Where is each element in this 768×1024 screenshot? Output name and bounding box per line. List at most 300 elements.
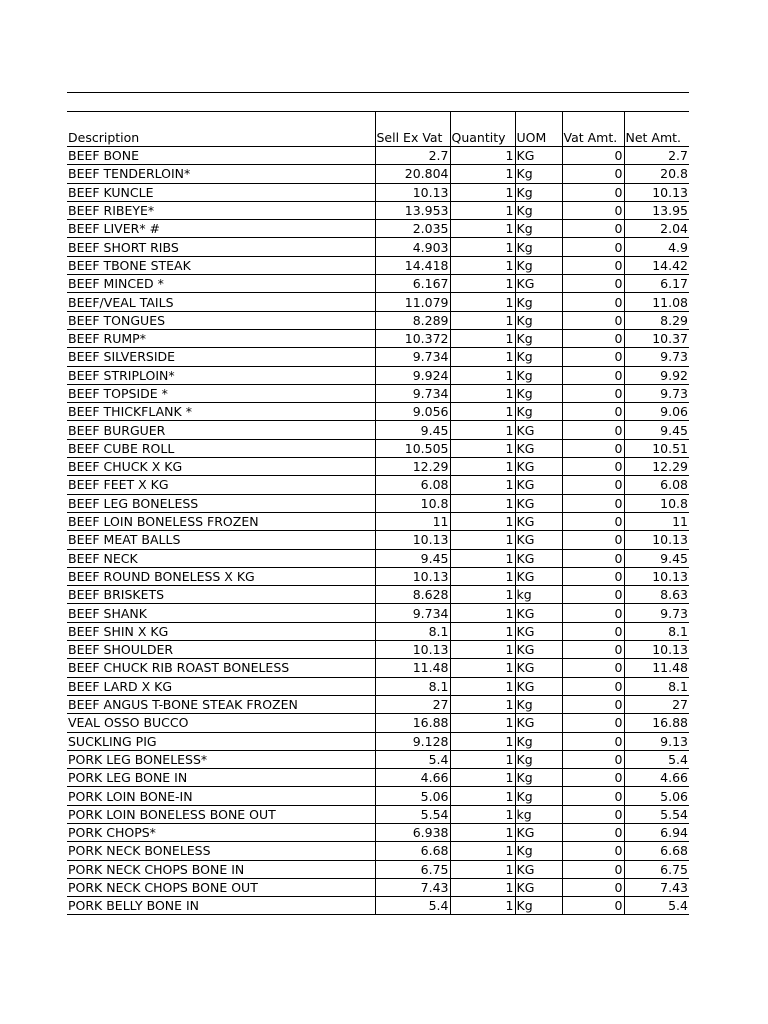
cell-vat-amt: 0 — [562, 622, 624, 640]
cell-uom: KG — [515, 677, 562, 695]
cell-sell-ex-vat: 27 — [375, 695, 450, 713]
cell-net-amt: 16.88 — [624, 714, 689, 732]
cell-sell-ex-vat: 5.4 — [375, 750, 450, 768]
cell-uom: Kg — [515, 220, 562, 238]
table-row — [67, 165, 689, 183]
cell-uom: Kg — [515, 769, 562, 787]
cell-vat-amt: 0 — [562, 860, 624, 878]
cell-vat-amt: 0 — [562, 641, 624, 659]
table-row — [67, 458, 689, 476]
cell-quantity: 1 — [450, 458, 515, 476]
cell-quantity: 1 — [450, 769, 515, 787]
cell-description: PORK CHOPS* — [67, 823, 375, 841]
cell-uom: KG — [515, 421, 562, 439]
cell-quantity: 1 — [450, 293, 515, 311]
cell-uom: Kg — [515, 403, 562, 421]
cell-sell-ex-vat: 13.953 — [375, 201, 450, 219]
table-row — [67, 604, 689, 622]
cell-description: PORK NECK CHOPS BONE OUT — [67, 878, 375, 896]
cell-vat-amt: 0 — [562, 238, 624, 256]
cell-net-amt: 8.63 — [624, 586, 689, 604]
cell-vat-amt: 0 — [562, 769, 624, 787]
cell-uom: Kg — [515, 329, 562, 347]
cell-vat-amt: 0 — [562, 384, 624, 402]
table-row — [67, 494, 689, 512]
cell-vat-amt: 0 — [562, 677, 624, 695]
cell-vat-amt: 0 — [562, 220, 624, 238]
cell-description: BEEF LEG BONELESS — [67, 494, 375, 512]
cell-quantity: 1 — [450, 494, 515, 512]
cell-uom: KG — [515, 458, 562, 476]
cell-net-amt: 27 — [624, 695, 689, 713]
cell-net-amt: 6.08 — [624, 476, 689, 494]
cell-quantity: 1 — [450, 622, 515, 640]
cell-quantity: 1 — [450, 439, 515, 457]
cell-sell-ex-vat: 9.924 — [375, 366, 450, 384]
table-row — [67, 860, 689, 878]
cell-net-amt: 10.37 — [624, 329, 689, 347]
cell-description: PORK NECK CHOPS BONE IN — [67, 860, 375, 878]
cell-sell-ex-vat: 14.418 — [375, 256, 450, 274]
cell-uom: Kg — [515, 842, 562, 860]
cell-net-amt: 2.04 — [624, 220, 689, 238]
table-row — [67, 531, 689, 549]
cell-sell-ex-vat: 5.54 — [375, 805, 450, 823]
table-row — [67, 787, 689, 805]
cell-sell-ex-vat: 6.938 — [375, 823, 450, 841]
table-row — [67, 823, 689, 841]
cell-description: BEEF BRISKETS — [67, 586, 375, 604]
cell-description: BEEF/VEAL TAILS — [67, 293, 375, 311]
cell-uom: Kg — [515, 238, 562, 256]
cell-uom: KG — [515, 878, 562, 896]
cell-quantity: 1 — [450, 275, 515, 293]
cell-sell-ex-vat: 5.06 — [375, 787, 450, 805]
table-row — [67, 805, 689, 823]
table-row — [67, 439, 689, 457]
cell-net-amt: 20.8 — [624, 165, 689, 183]
cell-vat-amt: 0 — [562, 147, 624, 165]
cell-net-amt: 10.13 — [624, 567, 689, 585]
cell-quantity: 1 — [450, 659, 515, 677]
cell-description: BEEF SHORT RIBS — [67, 238, 375, 256]
cell-uom: KG — [515, 549, 562, 567]
table-row — [67, 567, 689, 585]
cell-vat-amt: 0 — [562, 512, 624, 530]
cell-vat-amt: 0 — [562, 604, 624, 622]
table-row — [67, 549, 689, 567]
cell-uom: KG — [515, 641, 562, 659]
cell-vat-amt: 0 — [562, 275, 624, 293]
cell-quantity: 1 — [450, 421, 515, 439]
cell-uom: KG — [515, 476, 562, 494]
cell-vat-amt: 0 — [562, 439, 624, 457]
cell-uom: Kg — [515, 293, 562, 311]
cell-net-amt: 6.68 — [624, 842, 689, 860]
cell-quantity: 1 — [450, 842, 515, 860]
cell-quantity: 1 — [450, 860, 515, 878]
cell-net-amt: 9.45 — [624, 421, 689, 439]
cell-uom: Kg — [515, 695, 562, 713]
cell-description: PORK LEG BONELESS* — [67, 750, 375, 768]
cell-quantity: 1 — [450, 476, 515, 494]
cell-sell-ex-vat: 11.48 — [375, 659, 450, 677]
cell-net-amt: 11 — [624, 512, 689, 530]
cell-quantity: 1 — [450, 695, 515, 713]
cell-net-amt: 8.1 — [624, 677, 689, 695]
table-header-row — [67, 112, 689, 147]
cell-net-amt: 10.51 — [624, 439, 689, 457]
cell-description: BEEF KUNCLE — [67, 183, 375, 201]
cell-net-amt: 5.54 — [624, 805, 689, 823]
cell-description: BEEF THICKFLANK * — [67, 403, 375, 421]
cell-net-amt: 9.13 — [624, 732, 689, 750]
table-row — [67, 147, 689, 165]
cell-quantity: 1 — [450, 586, 515, 604]
cell-uom: kg — [515, 586, 562, 604]
cell-sell-ex-vat: 10.8 — [375, 494, 450, 512]
cell-quantity: 1 — [450, 256, 515, 274]
table-row — [67, 750, 689, 768]
cell-quantity: 1 — [450, 787, 515, 805]
cell-quantity: 1 — [450, 805, 515, 823]
table-row — [67, 256, 689, 274]
cell-description: BEEF TENDERLOIN* — [67, 165, 375, 183]
cell-description: BEEF SHIN X KG — [67, 622, 375, 640]
cell-net-amt: 9.45 — [624, 549, 689, 567]
cell-net-amt: 13.95 — [624, 201, 689, 219]
cell-net-amt: 12.29 — [624, 458, 689, 476]
cell-sell-ex-vat: 4.903 — [375, 238, 450, 256]
table-row — [67, 421, 689, 439]
table-row — [67, 275, 689, 293]
cell-net-amt: 9.06 — [624, 403, 689, 421]
cell-quantity: 1 — [450, 183, 515, 201]
cell-uom: Kg — [515, 201, 562, 219]
cell-vat-amt: 0 — [562, 695, 624, 713]
cell-net-amt: 10.13 — [624, 641, 689, 659]
cell-sell-ex-vat: 10.505 — [375, 439, 450, 457]
cell-description: BEEF ROUND BONELESS X KG — [67, 567, 375, 585]
cell-net-amt: 7.43 — [624, 878, 689, 896]
cell-description: BEEF LIVER* # — [67, 220, 375, 238]
cell-uom: Kg — [515, 311, 562, 329]
table-row — [67, 201, 689, 219]
cell-quantity: 1 — [450, 878, 515, 896]
cell-vat-amt: 0 — [562, 897, 624, 915]
cell-description: BEEF CHUCK RIB ROAST BONELESS — [67, 659, 375, 677]
cell-quantity: 1 — [450, 329, 515, 347]
table-row — [67, 586, 689, 604]
cell-vat-amt: 0 — [562, 165, 624, 183]
cell-sell-ex-vat: 9.734 — [375, 384, 450, 402]
cell-quantity: 1 — [450, 348, 515, 366]
table-row — [67, 878, 689, 896]
cell-uom: KG — [515, 860, 562, 878]
cell-net-amt: 6.17 — [624, 275, 689, 293]
cell-vat-amt: 0 — [562, 201, 624, 219]
cell-description: PORK BELLY BONE IN — [67, 897, 375, 915]
cell-vat-amt: 0 — [562, 329, 624, 347]
table-row — [67, 641, 689, 659]
cell-uom: Kg — [515, 897, 562, 915]
cell-description: BEEF RUMP* — [67, 329, 375, 347]
cell-description: BEEF MINCED * — [67, 275, 375, 293]
cell-sell-ex-vat: 11.079 — [375, 293, 450, 311]
table-body — [67, 147, 689, 915]
table-row — [67, 769, 689, 787]
cell-quantity: 1 — [450, 512, 515, 530]
cell-description: VEAL OSSO BUCCO — [67, 714, 375, 732]
cell-uom: Kg — [515, 384, 562, 402]
cell-quantity: 1 — [450, 147, 515, 165]
cell-uom: KG — [515, 714, 562, 732]
cell-vat-amt: 0 — [562, 531, 624, 549]
cell-net-amt: 14.42 — [624, 256, 689, 274]
cell-description: BEEF ANGUS T-BONE STEAK FROZEN — [67, 695, 375, 713]
cell-quantity: 1 — [450, 384, 515, 402]
cell-sell-ex-vat: 9.45 — [375, 549, 450, 567]
cell-sell-ex-vat: 9.45 — [375, 421, 450, 439]
table-row — [67, 348, 689, 366]
cell-net-amt: 4.9 — [624, 238, 689, 256]
cell-net-amt: 4.66 — [624, 769, 689, 787]
cell-sell-ex-vat: 6.08 — [375, 476, 450, 494]
cell-net-amt: 9.73 — [624, 348, 689, 366]
cell-description: BEEF TONGUES — [67, 311, 375, 329]
cell-quantity: 1 — [450, 201, 515, 219]
table-row — [67, 897, 689, 915]
cell-vat-amt: 0 — [562, 878, 624, 896]
cell-quantity: 1 — [450, 714, 515, 732]
cell-sell-ex-vat: 9.734 — [375, 348, 450, 366]
cell-description: PORK LOIN BONE-IN — [67, 787, 375, 805]
table-row — [67, 512, 689, 530]
cell-net-amt: 8.1 — [624, 622, 689, 640]
table-row — [67, 677, 689, 695]
cell-vat-amt: 0 — [562, 586, 624, 604]
cell-vat-amt: 0 — [562, 714, 624, 732]
cell-vat-amt: 0 — [562, 311, 624, 329]
cell-description: BEEF LARD X KG — [67, 677, 375, 695]
cell-net-amt: 2.7 — [624, 147, 689, 165]
cell-quantity: 1 — [450, 604, 515, 622]
cell-description: BEEF SHANK — [67, 604, 375, 622]
price-list-table — [67, 111, 689, 915]
header-uom: UOM — [515, 112, 562, 147]
cell-quantity: 1 — [450, 403, 515, 421]
header-quantity: Quantity — [450, 112, 515, 147]
cell-uom: Kg — [515, 165, 562, 183]
cell-sell-ex-vat: 2.035 — [375, 220, 450, 238]
header-sell-ex-vat: Sell Ex Vat — [375, 112, 450, 147]
cell-description: PORK LEG BONE IN — [67, 769, 375, 787]
cell-sell-ex-vat: 8.628 — [375, 586, 450, 604]
cell-uom: KG — [515, 147, 562, 165]
cell-vat-amt: 0 — [562, 732, 624, 750]
cell-net-amt: 11.48 — [624, 659, 689, 677]
cell-quantity: 1 — [450, 531, 515, 549]
cell-description: BEEF NECK — [67, 549, 375, 567]
cell-sell-ex-vat: 12.29 — [375, 458, 450, 476]
cell-sell-ex-vat: 6.68 — [375, 842, 450, 860]
cell-vat-amt: 0 — [562, 256, 624, 274]
cell-sell-ex-vat: 10.13 — [375, 641, 450, 659]
cell-quantity: 1 — [450, 220, 515, 238]
cell-sell-ex-vat: 11 — [375, 512, 450, 530]
cell-description: SUCKLING PIG — [67, 732, 375, 750]
cell-quantity: 1 — [450, 750, 515, 768]
cell-description: BEEF TOPSIDE * — [67, 384, 375, 402]
cell-description: BEEF RIBEYE* — [67, 201, 375, 219]
cell-net-amt: 10.13 — [624, 183, 689, 201]
cell-net-amt: 9.92 — [624, 366, 689, 384]
table-row — [67, 622, 689, 640]
cell-uom: KG — [515, 823, 562, 841]
cell-quantity: 1 — [450, 567, 515, 585]
cell-vat-amt: 0 — [562, 348, 624, 366]
cell-quantity: 1 — [450, 165, 515, 183]
table-row — [67, 311, 689, 329]
cell-sell-ex-vat: 6.167 — [375, 275, 450, 293]
cell-uom: KG — [515, 275, 562, 293]
cell-net-amt: 5.4 — [624, 897, 689, 915]
cell-net-amt: 6.94 — [624, 823, 689, 841]
cell-description: BEEF STRIPLOIN* — [67, 366, 375, 384]
cell-uom: KG — [515, 659, 562, 677]
cell-uom: KG — [515, 512, 562, 530]
cell-uom: KG — [515, 494, 562, 512]
table-row — [67, 238, 689, 256]
cell-quantity: 1 — [450, 549, 515, 567]
table-row — [67, 476, 689, 494]
cell-sell-ex-vat: 8.1 — [375, 622, 450, 640]
cell-vat-amt: 0 — [562, 183, 624, 201]
cell-uom: KG — [515, 622, 562, 640]
cell-sell-ex-vat: 10.372 — [375, 329, 450, 347]
cell-description: BEEF FEET X KG — [67, 476, 375, 494]
cell-net-amt: 11.08 — [624, 293, 689, 311]
cell-vat-amt: 0 — [562, 494, 624, 512]
cell-quantity: 1 — [450, 641, 515, 659]
cell-vat-amt: 0 — [562, 567, 624, 585]
table-row — [67, 329, 689, 347]
cell-sell-ex-vat: 10.13 — [375, 567, 450, 585]
cell-vat-amt: 0 — [562, 421, 624, 439]
table-row — [67, 403, 689, 421]
cell-sell-ex-vat: 10.13 — [375, 531, 450, 549]
cell-uom: KG — [515, 567, 562, 585]
cell-quantity: 1 — [450, 311, 515, 329]
cell-sell-ex-vat: 16.88 — [375, 714, 450, 732]
table-row — [67, 842, 689, 860]
cell-sell-ex-vat: 9.734 — [375, 604, 450, 622]
cell-vat-amt: 0 — [562, 787, 624, 805]
cell-uom: KG — [515, 604, 562, 622]
cell-sell-ex-vat: 5.4 — [375, 897, 450, 915]
cell-uom: Kg — [515, 787, 562, 805]
cell-net-amt: 8.29 — [624, 311, 689, 329]
cell-sell-ex-vat: 7.43 — [375, 878, 450, 896]
cell-vat-amt: 0 — [562, 842, 624, 860]
cell-uom: Kg — [515, 183, 562, 201]
cell-description: BEEF LOIN BONELESS FROZEN — [67, 512, 375, 530]
cell-uom: Kg — [515, 256, 562, 274]
cell-vat-amt: 0 — [562, 823, 624, 841]
cell-sell-ex-vat: 2.7 — [375, 147, 450, 165]
cell-description: BEEF BONE — [67, 147, 375, 165]
cell-description: PORK NECK BONELESS — [67, 842, 375, 860]
cell-description: BEEF BURGUER — [67, 421, 375, 439]
cell-description: BEEF SILVERSIDE — [67, 348, 375, 366]
cell-net-amt: 10.13 — [624, 531, 689, 549]
cell-description: BEEF CUBE ROLL — [67, 439, 375, 457]
cell-sell-ex-vat: 8.1 — [375, 677, 450, 695]
cell-vat-amt: 0 — [562, 750, 624, 768]
cell-vat-amt: 0 — [562, 549, 624, 567]
cell-quantity: 1 — [450, 823, 515, 841]
cell-net-amt: 6.75 — [624, 860, 689, 878]
cell-sell-ex-vat: 9.128 — [375, 732, 450, 750]
cell-quantity: 1 — [450, 366, 515, 384]
cell-vat-amt: 0 — [562, 458, 624, 476]
cell-description: BEEF SHOULDER — [67, 641, 375, 659]
cell-vat-amt: 0 — [562, 366, 624, 384]
cell-vat-amt: 0 — [562, 805, 624, 823]
cell-sell-ex-vat: 6.75 — [375, 860, 450, 878]
cell-uom: KG — [515, 439, 562, 457]
cell-sell-ex-vat: 10.13 — [375, 183, 450, 201]
table-row — [67, 714, 689, 732]
cell-vat-amt: 0 — [562, 659, 624, 677]
cell-description: BEEF CHUCK X KG — [67, 458, 375, 476]
top-divider-line — [67, 92, 689, 93]
table-row — [67, 659, 689, 677]
cell-vat-amt: 0 — [562, 403, 624, 421]
cell-sell-ex-vat: 20.804 — [375, 165, 450, 183]
cell-description: BEEF MEAT BALLS — [67, 531, 375, 549]
table-row — [67, 293, 689, 311]
cell-quantity: 1 — [450, 238, 515, 256]
header-net-amt: Net Amt. — [624, 112, 689, 147]
table-row — [67, 183, 689, 201]
cell-uom: kg — [515, 805, 562, 823]
cell-sell-ex-vat: 4.66 — [375, 769, 450, 787]
cell-uom: Kg — [515, 348, 562, 366]
cell-quantity: 1 — [450, 677, 515, 695]
header-description: Description — [67, 112, 375, 147]
cell-uom: KG — [515, 531, 562, 549]
cell-sell-ex-vat: 8.289 — [375, 311, 450, 329]
cell-vat-amt: 0 — [562, 293, 624, 311]
table-row — [67, 732, 689, 750]
cell-uom: Kg — [515, 732, 562, 750]
cell-net-amt: 5.06 — [624, 787, 689, 805]
cell-net-amt: 10.8 — [624, 494, 689, 512]
cell-net-amt: 9.73 — [624, 604, 689, 622]
cell-description: PORK LOIN BONELESS BONE OUT — [67, 805, 375, 823]
header-vat-amt: Vat Amt. — [562, 112, 624, 147]
cell-quantity: 1 — [450, 897, 515, 915]
cell-net-amt: 5.4 — [624, 750, 689, 768]
cell-description: BEEF TBONE STEAK — [67, 256, 375, 274]
cell-quantity: 1 — [450, 732, 515, 750]
table-row — [67, 366, 689, 384]
table-row — [67, 384, 689, 402]
cell-uom: Kg — [515, 750, 562, 768]
cell-vat-amt: 0 — [562, 476, 624, 494]
cell-sell-ex-vat: 9.056 — [375, 403, 450, 421]
